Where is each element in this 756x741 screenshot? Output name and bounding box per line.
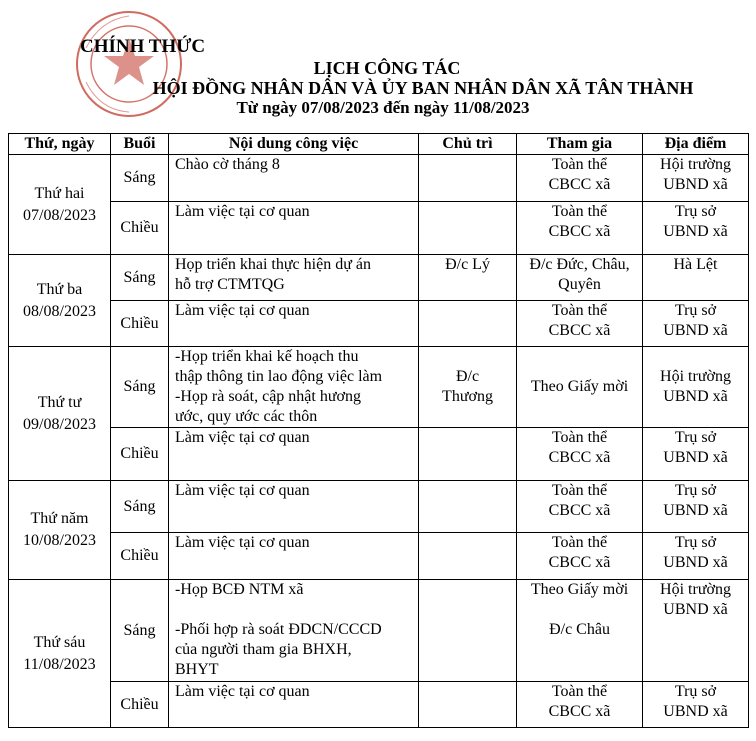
table-row bbox=[9, 428, 749, 481]
content-line: -Họp BCĐ NTM xã bbox=[175, 581, 304, 598]
place-line: Hà Lệt bbox=[673, 256, 718, 273]
content-line: BHYT bbox=[175, 661, 219, 678]
content-cell bbox=[169, 580, 419, 682]
table-row bbox=[9, 301, 749, 347]
participants-line: CBCC xã bbox=[548, 176, 611, 193]
participants-cell bbox=[517, 428, 643, 481]
chair-cell bbox=[419, 481, 517, 533]
place-line: UBND xã bbox=[663, 502, 728, 519]
session-cell: Sáng bbox=[111, 580, 169, 682]
participants-cell bbox=[517, 682, 643, 728]
place-line: Trụ sở bbox=[674, 429, 717, 446]
content-line: ước, quy ước các thôn bbox=[175, 408, 318, 425]
official-stamp-text: CHÍNH THỨC bbox=[80, 36, 206, 57]
participants-line: Đ/c Châu bbox=[549, 621, 610, 638]
content-line: thập thông tin lao động việc làm bbox=[175, 368, 383, 385]
day-name: Thứ hai bbox=[34, 184, 85, 202]
chair-cell bbox=[419, 347, 517, 428]
content-line: hỗ trợ CTMTQG bbox=[175, 276, 285, 293]
content-cell bbox=[169, 682, 419, 728]
participants-line: Toàn thể bbox=[551, 683, 608, 700]
table-row bbox=[9, 155, 749, 202]
chair-line: Đ/c bbox=[455, 368, 480, 385]
place-line: Hội trường bbox=[660, 581, 731, 598]
content-cell bbox=[169, 301, 419, 347]
content-cell bbox=[169, 347, 419, 428]
page-subtitle: HỘI ĐỒNG NHÂN DÂN VÀ ỦY BAN NHÂN DÂN XÃ TÂN THÀNH bbox=[152, 78, 694, 98]
place-line: UBND xã bbox=[663, 223, 728, 240]
place-line: Trụ sở bbox=[674, 534, 717, 551]
chair-cell bbox=[419, 580, 517, 682]
table-row bbox=[9, 202, 749, 255]
content-line: Làm việc tại cơ quan bbox=[175, 429, 310, 446]
day-name: Thứ ba bbox=[36, 280, 83, 298]
place-line: UBND xã bbox=[663, 554, 728, 571]
table-row bbox=[9, 481, 749, 533]
place-cell bbox=[643, 682, 749, 728]
day-cell bbox=[9, 155, 111, 255]
chair-cell bbox=[419, 428, 517, 481]
column-header: Tham gia bbox=[517, 134, 643, 155]
content-line: Làm việc tại cơ quan bbox=[175, 203, 310, 220]
content-line: Làm việc tại cơ quan bbox=[175, 302, 310, 319]
content-cell bbox=[169, 202, 419, 255]
column-header: Địa điểm bbox=[643, 134, 749, 155]
place-line: Hội trường bbox=[660, 156, 731, 173]
place-cell bbox=[643, 202, 749, 255]
place-cell bbox=[643, 428, 749, 481]
participants-line: Toàn thể bbox=[551, 302, 608, 319]
session-cell: Sáng bbox=[111, 255, 169, 301]
participants-line: Toàn thể bbox=[551, 534, 608, 551]
chair-cell bbox=[419, 301, 517, 347]
session-cell: Chiều bbox=[111, 682, 169, 728]
content-line: -Phối hợp rà soát ĐDCN/CCCD bbox=[175, 621, 382, 638]
content-line: của người tham gia BHXH, bbox=[175, 641, 352, 658]
place-cell bbox=[643, 533, 749, 580]
participants-line: CBCC xã bbox=[548, 502, 611, 519]
content-line: Làm việc tại cơ quan bbox=[175, 683, 310, 700]
participants-cell bbox=[517, 301, 643, 347]
schedule-table bbox=[8, 133, 749, 728]
place-line: UBND xã bbox=[663, 388, 728, 405]
content-line: -Họp triển khai kế hoạch thu bbox=[175, 348, 359, 365]
participants-line: Đ/c Đức, Châu, bbox=[529, 256, 630, 273]
place-cell bbox=[643, 155, 749, 202]
chair-cell bbox=[419, 682, 517, 728]
participants-line: CBCC xã bbox=[548, 449, 611, 466]
participants-cell bbox=[517, 255, 643, 301]
participants-cell bbox=[517, 155, 643, 202]
place-cell bbox=[643, 301, 749, 347]
day-cell bbox=[9, 347, 111, 481]
place-line: Trụ sở bbox=[674, 302, 717, 319]
chair-cell: Đ/c Lý bbox=[419, 255, 517, 301]
session-cell: Chiều bbox=[111, 428, 169, 481]
chair-cell bbox=[419, 155, 517, 202]
participants-cell bbox=[517, 347, 643, 428]
participants-line: Toàn thể bbox=[551, 156, 608, 173]
day-date: 07/08/2023 bbox=[23, 206, 96, 224]
place-cell bbox=[643, 580, 749, 682]
column-header: Buổi bbox=[111, 134, 169, 155]
content-cell bbox=[169, 155, 419, 202]
participants-line: Toàn thể bbox=[551, 482, 608, 499]
participants-line: CBCC xã bbox=[548, 322, 611, 339]
place-cell bbox=[643, 347, 749, 428]
content-cell bbox=[169, 533, 419, 580]
day-date: 10/08/2023 bbox=[23, 532, 96, 549]
day-name: Thứ năm bbox=[30, 510, 89, 527]
document-header bbox=[0, 58, 756, 118]
session-cell: Chiều bbox=[111, 301, 169, 347]
day-date: 11/08/2023 bbox=[23, 655, 96, 673]
day-name: Thứ tư bbox=[37, 393, 82, 411]
table-row bbox=[9, 682, 749, 728]
day-date: 09/08/2023 bbox=[23, 415, 96, 433]
content-line: -Họp rà soát, cập nhật hương bbox=[175, 388, 361, 405]
content-cell bbox=[169, 255, 419, 301]
content-cell bbox=[169, 428, 419, 481]
day-date: 08/08/2023 bbox=[23, 302, 96, 320]
place-cell bbox=[643, 255, 749, 301]
day-cell bbox=[9, 580, 111, 728]
participants-cell bbox=[517, 202, 643, 255]
table-row bbox=[9, 347, 749, 428]
participants-cell bbox=[517, 533, 643, 580]
chair-line: Thương bbox=[442, 388, 493, 405]
place-line: Hội trường bbox=[660, 368, 731, 385]
date-range: Từ ngày 07/08/2023 đến ngày 11/08/2023 bbox=[236, 98, 530, 117]
content-line bbox=[175, 600, 414, 620]
participants-line: Theo Giấy mời bbox=[530, 581, 629, 598]
chair-cell bbox=[419, 533, 517, 580]
chair-cell bbox=[419, 202, 517, 255]
content-cell bbox=[169, 481, 419, 533]
place-line: UBND xã bbox=[663, 176, 728, 193]
participants-line: Toàn thể bbox=[551, 203, 608, 220]
place-cell bbox=[643, 481, 749, 533]
day-cell bbox=[9, 255, 111, 347]
participants-line: Quyên bbox=[558, 276, 601, 293]
place-line: UBND xã bbox=[663, 601, 728, 618]
session-cell: Chiều bbox=[111, 533, 169, 580]
participants-cell bbox=[517, 481, 643, 533]
content-line: Họp triển khai thực hiện dự án bbox=[175, 256, 371, 273]
day-cell bbox=[9, 481, 111, 580]
place-line: UBND xã bbox=[663, 449, 728, 466]
session-cell: Chiều bbox=[111, 202, 169, 255]
page-title: LỊCH CÔNG TÁC bbox=[313, 58, 461, 78]
place-line: Trụ sở bbox=[674, 203, 717, 220]
content-line: Làm việc tại cơ quan bbox=[175, 482, 310, 499]
column-header: Chủ trì bbox=[419, 134, 517, 155]
content-line: Làm việc tại cơ quan bbox=[175, 534, 310, 551]
participants-line bbox=[521, 600, 638, 620]
session-cell: Sáng bbox=[111, 155, 169, 202]
place-line: Trụ sở bbox=[674, 683, 717, 700]
participants-line: Toàn thể bbox=[551, 429, 608, 446]
content-line: Chào cờ tháng 8 bbox=[175, 156, 280, 173]
session-cell: Sáng bbox=[111, 481, 169, 533]
participants-line: Theo Giấy mời bbox=[530, 378, 629, 395]
column-header: Thứ, ngày bbox=[9, 134, 111, 155]
place-line: UBND xã bbox=[663, 322, 728, 339]
participants-line: CBCC xã bbox=[548, 223, 611, 240]
day-name: Thứ sáu bbox=[33, 633, 86, 651]
table-row bbox=[9, 533, 749, 580]
table-row bbox=[9, 255, 749, 301]
place-line: UBND xã bbox=[663, 703, 728, 720]
participants-cell bbox=[517, 580, 643, 682]
participants-line: CBCC xã bbox=[548, 554, 611, 571]
session-cell: Sáng bbox=[111, 347, 169, 428]
column-header: Nội dung công việc bbox=[169, 134, 419, 155]
participants-line: CBCC xã bbox=[548, 703, 611, 720]
place-line: Trụ sở bbox=[674, 482, 717, 499]
table-header-row bbox=[9, 134, 749, 155]
table-row bbox=[9, 580, 749, 682]
